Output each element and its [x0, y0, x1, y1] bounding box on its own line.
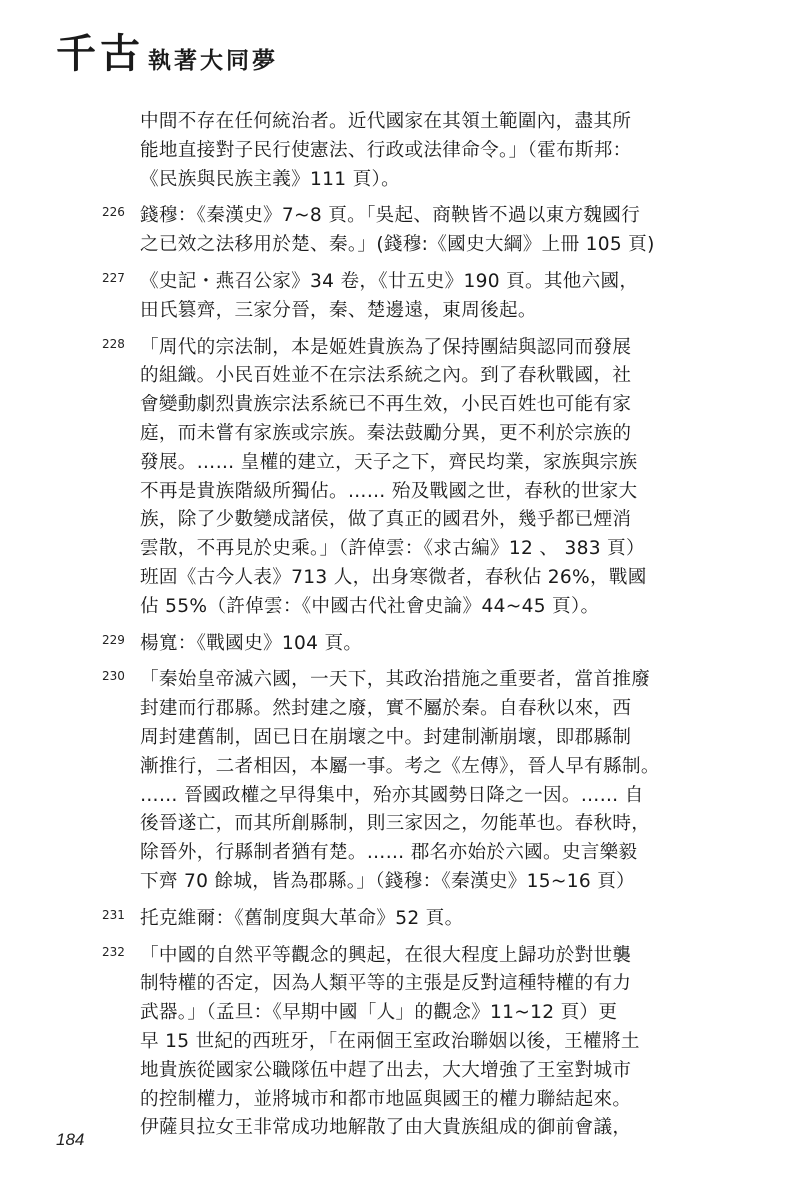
header-title-sub: 執著大同夢 — [148, 47, 278, 74]
footnote-text-line: 托克維爾：《舊制度與大革命》52 頁。 — [140, 907, 464, 929]
footnotes-body — [100, 108, 685, 1151]
footnote-text-line: 周封建舊制，固已日在崩壞之中。封建制漸崩壞，即郡縣制 — [140, 726, 632, 748]
footnote-number: 227 — [102, 270, 125, 285]
footnote-text-line: 能地直接對子民行使憲法、行政或法律命令。」（霍布斯邦： — [140, 139, 632, 161]
footnote-text-line: 後晉遂亡，而其所創縣制，則三家因之，勿能革也。春秋時， — [140, 813, 651, 835]
footnote-number: 232 — [102, 944, 125, 959]
footnote — [100, 268, 685, 326]
footnote-number: 228 — [102, 336, 125, 351]
footnote-text-line: 班固《古今人表》713 人，出身寒微者，春秋佔 26%，戰國 — [140, 566, 647, 588]
footnote — [100, 334, 685, 622]
footnote-text-line: 《民族與民族主義》111 頁）。 — [140, 168, 401, 190]
footnote-text-line: 伊薩貝拉女王非常成功地解散了由大貴族組成的御前會議， — [140, 1117, 632, 1139]
footnote — [100, 666, 685, 896]
footnote-text-line: 發展。…… 皇權的建立，天子之下，齊民均業，家族與宗族 — [140, 451, 638, 473]
footnote-text-line: 之已效之法移用於楚、秦。」(錢穆:《國史大綱》上冊 105 頁) — [140, 234, 655, 256]
footnote-number: 230 — [102, 669, 125, 684]
page-number: 184 — [56, 1130, 85, 1149]
footnote-text-line: 「中國的自然平等觀念的興起，在很大程度上歸功於對世襲 — [140, 944, 632, 966]
footnote-text-line: 錢穆：《秦漢史》7~8 頁。「吳起、商鞅皆不過以東方魏國行 — [140, 205, 641, 227]
footnote-text-line: 中間不存在任何統治者。近代國家在其領土範圍內，盡其所 — [140, 111, 632, 132]
footnote-text-line: 武器。」（孟旦：《早期中國「人」的觀念》11~12 頁）更 — [140, 1002, 618, 1024]
footnote-text-line: …… 晉國政權之早得集中，殆亦其國勢日降之一因。…… 自 — [140, 784, 644, 806]
header-title-main: 千古 — [56, 30, 144, 77]
running-header — [56, 30, 278, 78]
footnote-text-line: 下齊 70 餘城，皆為郡縣。」（錢穆：《秦漢史》15~16 頁） — [140, 870, 636, 892]
footnote-number: 226 — [102, 205, 125, 220]
footnote-number: 231 — [102, 907, 125, 922]
footnote-text-line: 雲散，不再見於史乘。」（許倬雲：《求古編》12 、 383 頁） — [140, 538, 645, 560]
footnote — [100, 905, 685, 934]
footnote-text-line: 地貴族從國家公職隊伍中趕了出去，大大增強了王室對城市 — [140, 1059, 632, 1081]
footnote-text-line: 庭，而未嘗有家族或宗族。秦法鼓勵分異，更不利於宗族的 — [140, 422, 632, 444]
footnote-text-line: 的組織。小民百姓並不在宗法系統之內。到了春秋戰國，社 — [140, 365, 632, 387]
footnote — [100, 630, 685, 659]
footnote-text-line: 不再是貴族階級所獨佔。…… 殆及戰國之世，春秋的世家大 — [140, 480, 638, 502]
footnote-text-line: 佔 55%（許倬雲：《中國古代社會史論》44~45 頁）。 — [140, 595, 600, 617]
footnote-text-line: 封建而行郡縣。然封建之廢，實不屬於秦。自春秋以來，西 — [140, 698, 632, 720]
footnote-text-line: 楊寬：《戰國史》104 頁。 — [140, 632, 363, 654]
footnote-text-line: 「秦始皇帝滅六國，一天下，其政治措施之重要者，當首推廢 — [140, 669, 651, 691]
footnote-text-line: 「周代的宗法制，本是姬姓貴族為了保持團結與認同而發展 — [140, 336, 632, 358]
footnote-number: 229 — [102, 632, 125, 647]
footnote — [100, 202, 685, 260]
footnote-text-line: 《史記・燕召公家》34 卷，《廿五史》190 頁。其他六國， — [140, 270, 639, 292]
footnote-text-line: 會變動劇烈貴族宗法系統已不再生效，小民百姓也可能有家 — [140, 394, 632, 416]
footnote-text-line: 制特權的否定，因為人類平等的主張是反對這種特權的有力 — [140, 973, 632, 995]
footnote-text-line: 早 15 世紀的西班牙，「在兩個王室政治聯姻以後，王權將土 — [140, 1030, 640, 1052]
footnote-text-line: 族，除了少數變成諸侯，做了真正的國君外，幾乎都已煙消 — [140, 509, 632, 531]
footnote-text-line: 的控制權力，並將城市和都市地區與國王的權力聯結起來。 — [140, 1088, 632, 1110]
footnote-text-line: 除晉外，行縣制者猶有楚。…… 郡名亦始於六國。史言樂毅 — [140, 842, 638, 864]
footnote — [100, 108, 685, 194]
footnote-text-line: 漸推行，二者相因，本屬一事。考之《左傳》，晉人早有縣制。 — [140, 755, 660, 777]
footnote — [100, 942, 685, 1144]
footnote-text-line: 田氏篡齊，三家分晉，秦、楚邊遠，東周後起。 — [140, 299, 537, 321]
